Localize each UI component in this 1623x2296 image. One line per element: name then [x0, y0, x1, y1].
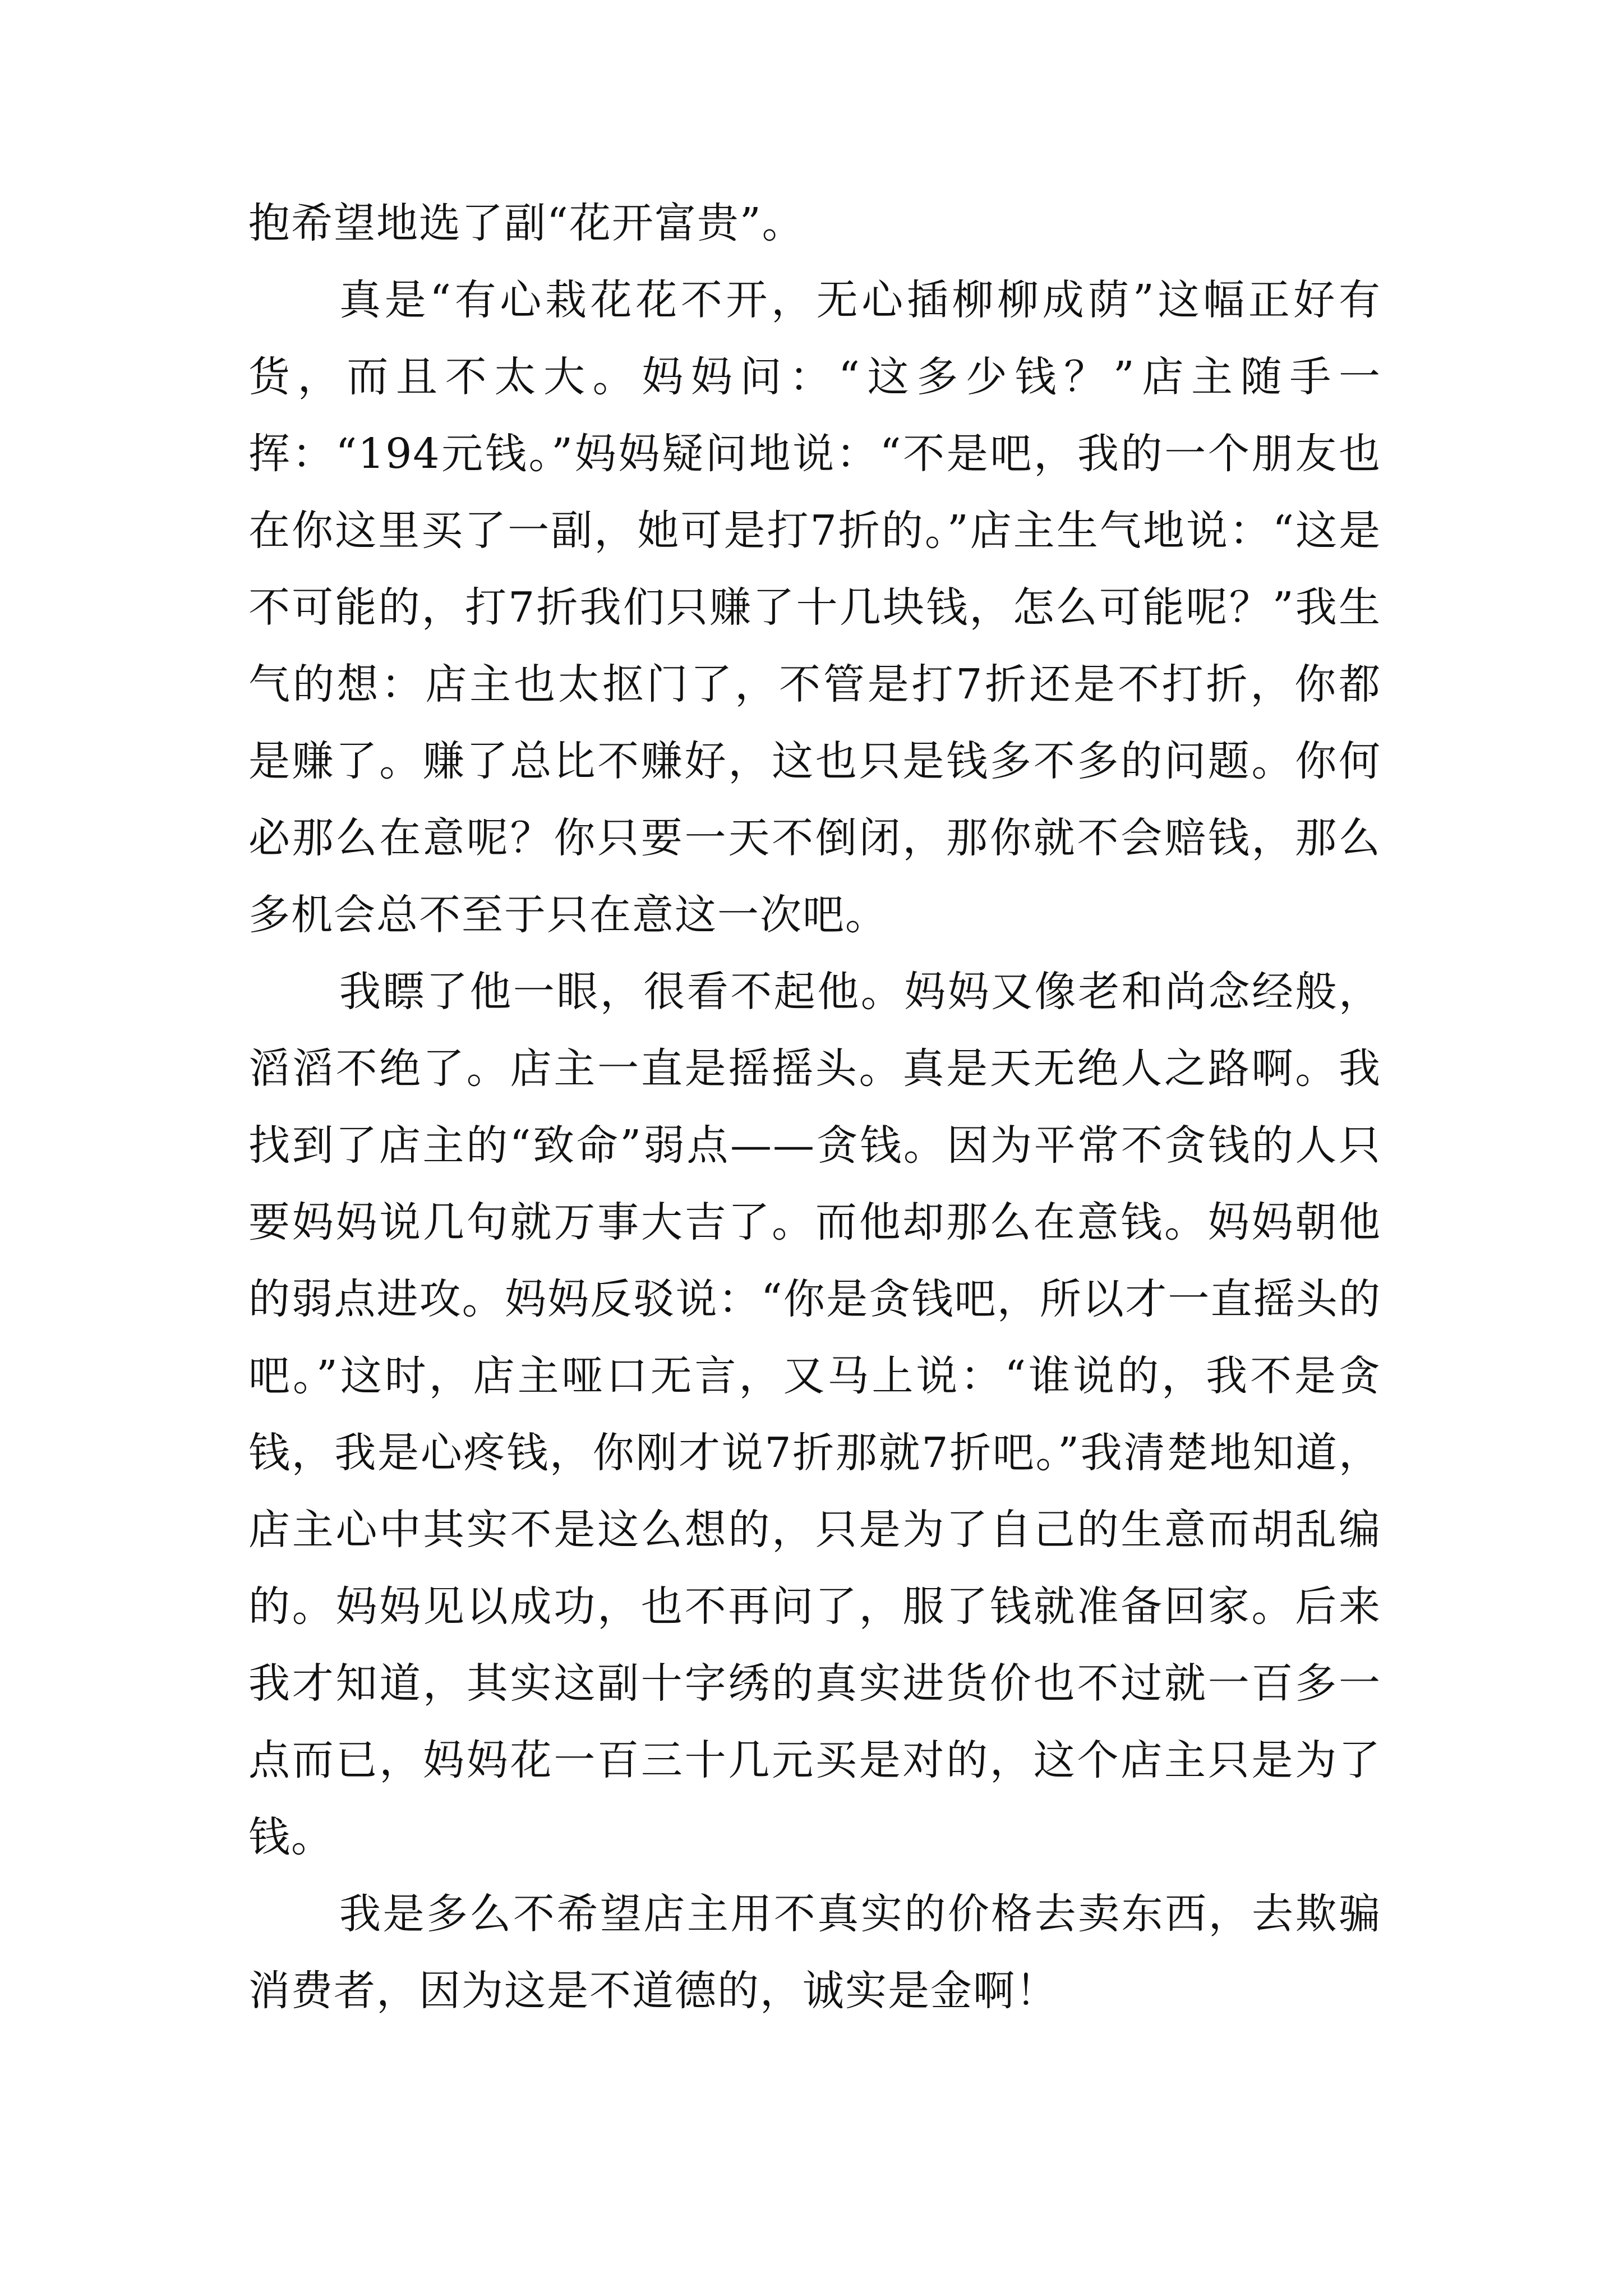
document-body — [248, 185, 1381, 2030]
paragraph-continuation: 抱希望地选了副“花开富贵”。 — [248, 199, 805, 247]
paragraph-shop-price: 真是“有心栽花花不开，无心插柳柳成荫”这幅正好有货，而且不太大。妈妈问：“这多少钱？”店主随手一挥：“194元钱。”妈妈疑问地说：“不是吧，我的一个朋友也在你这里买了一副，她可是打7折的。”店主生气地说：“这是不可能的，打7折我们只赚了十几块钱，怎么可能呢？”我生气的想：店主也太抠门了，不管是打7折还是不打折，你都是赚了。赚了总比不赚好，这也只是钱多不多的问题。你何必那么在意呢？你只要一天不倒闭，那你就不会赔钱，那么多机会总不至于只在意这一次吧。 — [248, 276, 1381, 939]
paragraph-conclusion: 我是多么不希望店主用不真实的价格去卖东西，去欺骗消费者，因为这是不道德的，诚实是金啊！ — [248, 1890, 1381, 2015]
paragraph-bargaining: 我瞟了他一眼，很看不起他。妈妈又像老和尚念经般，滔滔不绝了。店主一直是摇摇头。真是天无绝人之路啊。我找到了店主的“致命”弱点——贪钱。因为平常不贪钱的人只要妈妈说几句就万事大吉了。而他却那么在意钱。妈妈朝他的弱点进攻。妈妈反驳说：“你是贪钱吧，所以才一直摇头的吧。”这时，店主哑口无言，又马上说：“谁说的，我不是贪钱，我是心疼钱，你刚才说7折那就7折吧。”我清楚地知道，店主心中其实不是这么想的，只是为了自己的生意而胡乱编的。妈妈见以成功，也不再问了，服了钱就准备回家。后来我才知道，其实这副十字绣的真实进货价也不过就一百多一点而已，妈妈花一百三十几元买是对的，这个店主只是为了钱。 — [248, 968, 1381, 1861]
